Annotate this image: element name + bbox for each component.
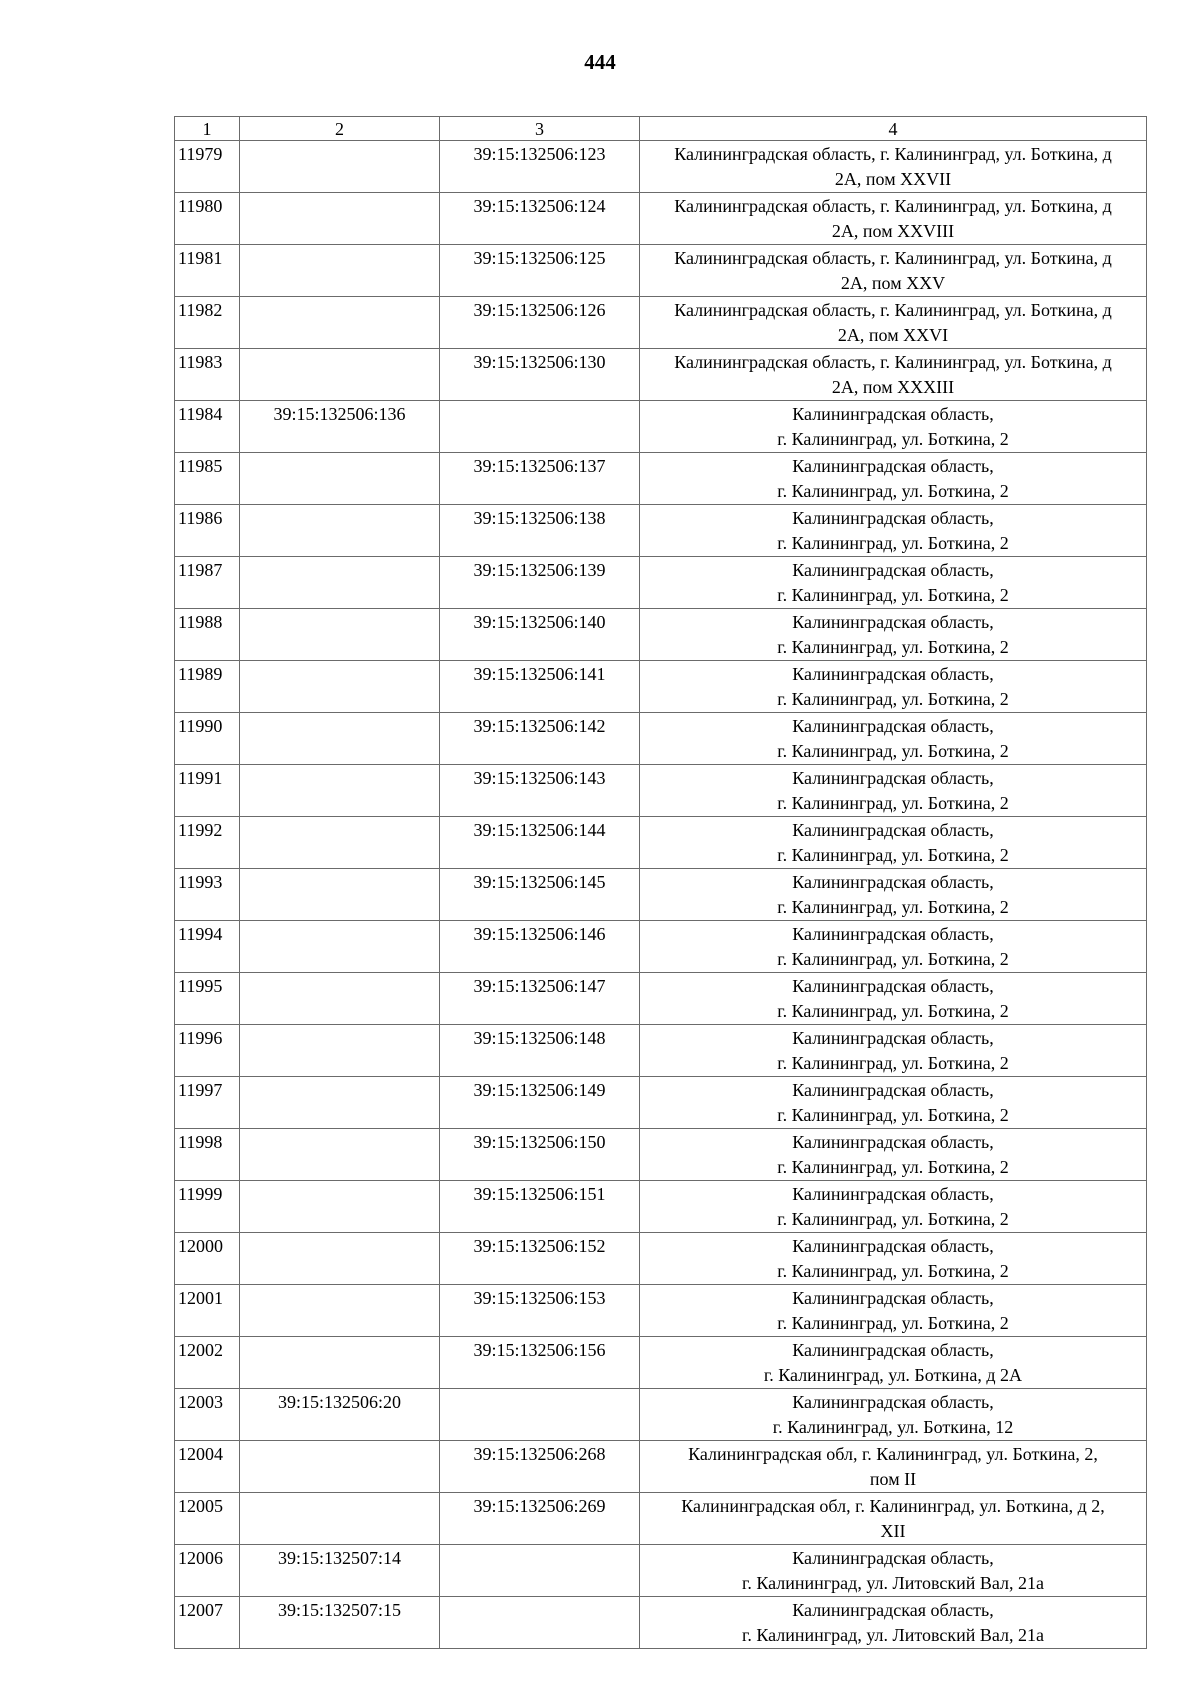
- address-line-1: Калининградская область, г. Калининград, ул. Боткина, д: [674, 196, 1112, 216]
- table-header: [175, 117, 1147, 141]
- parcel-cadastral-number: [240, 817, 440, 869]
- table-row: [175, 609, 1147, 661]
- table-row: [175, 1389, 1147, 1441]
- address-line-2: 2А, пом XXV: [840, 273, 946, 293]
- table-row: [175, 713, 1147, 765]
- table-row: [175, 1337, 1147, 1389]
- parcel-cadastral-number: [240, 557, 440, 609]
- address-line-2: г. Калининград, ул. Боткина, 12: [772, 1417, 1014, 1437]
- address-line-2: г. Калининград, ул. Боткина, 2: [777, 741, 1009, 761]
- header-col-1: 1: [175, 117, 240, 141]
- row-number: 11987: [175, 557, 240, 609]
- address-cell: [640, 609, 1147, 661]
- address-line-2: г. Калининград, ул. Боткина, 2: [777, 1313, 1009, 1333]
- address-line-1: Калининградская область,: [792, 1548, 994, 1568]
- row-number: 11988: [175, 609, 240, 661]
- object-cadastral-number: 39:15:132506:142: [440, 713, 640, 765]
- row-number: 11980: [175, 193, 240, 245]
- object-cadastral-number: [440, 1545, 640, 1597]
- object-cadastral-number: 39:15:132506:126: [440, 297, 640, 349]
- address-line-1: Калининградская область,: [792, 1600, 994, 1620]
- row-number: 11997: [175, 1077, 240, 1129]
- object-cadastral-number: 39:15:132506:130: [440, 349, 640, 401]
- object-cadastral-number: 39:15:132506:125: [440, 245, 640, 297]
- parcel-cadastral-number: 39:15:132507:14: [240, 1545, 440, 1597]
- table-row: [175, 141, 1147, 193]
- address-line-2: пом II: [869, 1469, 917, 1489]
- address-line-1: Калининградская область,: [792, 1080, 994, 1100]
- object-cadastral-number: 39:15:132506:141: [440, 661, 640, 713]
- table-row: [175, 401, 1147, 453]
- table-row: [175, 297, 1147, 349]
- parcel-cadastral-number: [240, 1129, 440, 1181]
- header-col-4: 4: [640, 117, 1147, 141]
- table-row: [175, 973, 1147, 1025]
- parcel-cadastral-number: 39:15:132506:20: [240, 1389, 440, 1441]
- row-number: 11990: [175, 713, 240, 765]
- address-line-1: Калининградская область,: [792, 716, 994, 736]
- object-cadastral-number: 39:15:132506:146: [440, 921, 640, 973]
- parcel-cadastral-number: [240, 713, 440, 765]
- address-line-1: Калининградская область, г. Калининград, ул. Боткина, д: [674, 300, 1112, 320]
- address-cell: [640, 869, 1147, 921]
- address-cell: [640, 505, 1147, 557]
- address-line-1: Калининградская область,: [792, 924, 994, 944]
- object-cadastral-number: 39:15:132506:143: [440, 765, 640, 817]
- address-cell: [640, 1493, 1147, 1545]
- address-line-2: г. Калининград, ул. Боткина, 2: [777, 429, 1009, 449]
- address-line-1: Калининградская область, г. Калининград, ул. Боткина, д: [674, 248, 1112, 268]
- parcel-cadastral-number: [240, 1077, 440, 1129]
- object-cadastral-number: 39:15:132506:152: [440, 1233, 640, 1285]
- address-line-2: г. Калининград, ул. Боткина, 2: [777, 845, 1009, 865]
- header-col-2: 2: [240, 117, 440, 141]
- address-line-1: Калининградская область,: [792, 560, 994, 580]
- table-row: [175, 817, 1147, 869]
- row-number: 11986: [175, 505, 240, 557]
- table-row: [175, 1025, 1147, 1077]
- address-line-1: Калининградская обл, г. Калининград, ул. Боткина, 2,: [688, 1444, 1098, 1464]
- object-cadastral-number: 39:15:132506:153: [440, 1285, 640, 1337]
- row-number: 11982: [175, 297, 240, 349]
- address-line-2: г. Калининград, ул. Боткина, 2: [777, 1105, 1009, 1125]
- object-cadastral-number: 39:15:132506:150: [440, 1129, 640, 1181]
- parcel-cadastral-number: [240, 661, 440, 713]
- address-cell: [640, 973, 1147, 1025]
- parcel-cadastral-number: [240, 609, 440, 661]
- object-cadastral-number: 39:15:132506:149: [440, 1077, 640, 1129]
- address-cell: [640, 1545, 1147, 1597]
- object-cadastral-number: 39:15:132506:269: [440, 1493, 640, 1545]
- object-cadastral-number: 39:15:132506:139: [440, 557, 640, 609]
- address-cell: [640, 141, 1147, 193]
- table-row: [175, 869, 1147, 921]
- parcel-cadastral-number: [240, 921, 440, 973]
- parcel-cadastral-number: [240, 141, 440, 193]
- table-row: [175, 1077, 1147, 1129]
- address-line-2: г. Калининград, ул. Боткина, д 2А: [763, 1365, 1023, 1385]
- address-line-2: г. Калининград, ул. Боткина, 2: [777, 1157, 1009, 1177]
- address-line-2: XII: [880, 1521, 906, 1541]
- table-row: [175, 505, 1147, 557]
- row-number: 11999: [175, 1181, 240, 1233]
- address-line-1: Калининградская область,: [792, 1288, 994, 1308]
- registry-table: [174, 116, 1147, 1649]
- address-line-1: Калининградская область, г. Калининград, ул. Боткина, д: [674, 144, 1112, 164]
- address-line-2: г. Калининград, ул. Боткина, 2: [777, 949, 1009, 969]
- address-line-2: г. Калининград, ул. Боткина, 2: [777, 1001, 1009, 1021]
- row-number: 11979: [175, 141, 240, 193]
- address-cell: [640, 1441, 1147, 1493]
- address-line-2: г. Калининград, ул. Боткина, 2: [777, 481, 1009, 501]
- table-row: [175, 921, 1147, 973]
- row-number: 11983: [175, 349, 240, 401]
- table-row: [175, 1545, 1147, 1597]
- address-line-1: Калининградская область,: [792, 664, 994, 684]
- object-cadastral-number: 39:15:132506:156: [440, 1337, 640, 1389]
- parcel-cadastral-number: [240, 297, 440, 349]
- row-number: 12003: [175, 1389, 240, 1441]
- parcel-cadastral-number: [240, 1441, 440, 1493]
- table-row: [175, 1285, 1147, 1337]
- page-number: 444: [584, 50, 616, 74]
- row-number: 12001: [175, 1285, 240, 1337]
- address-cell: [640, 1597, 1147, 1649]
- address-cell: [640, 1337, 1147, 1389]
- address-line-2: г. Калининград, ул. Боткина, 2: [777, 1261, 1009, 1281]
- address-line-2: 2А, пом XXVI: [837, 325, 949, 345]
- address-line-1: Калининградская область,: [792, 1236, 994, 1256]
- object-cadastral-number: 39:15:132506:124: [440, 193, 640, 245]
- address-cell: [640, 349, 1147, 401]
- address-cell: [640, 1077, 1147, 1129]
- address-line-2: г. Калининград, ул. Боткина, 2: [777, 689, 1009, 709]
- row-number: 12002: [175, 1337, 240, 1389]
- parcel-cadastral-number: [240, 1233, 440, 1285]
- address-line-1: Калининградская область,: [792, 1184, 994, 1204]
- address-line-1: Калининградская область,: [792, 456, 994, 476]
- parcel-cadastral-number: [240, 245, 440, 297]
- parcel-cadastral-number: [240, 1493, 440, 1545]
- address-cell: [640, 1025, 1147, 1077]
- row-number: 11995: [175, 973, 240, 1025]
- table-body: [175, 141, 1147, 1649]
- table-row: [175, 245, 1147, 297]
- address-cell: [640, 661, 1147, 713]
- address-line-2: 2А, пом XXVIII: [831, 221, 955, 241]
- table-row: [175, 1129, 1147, 1181]
- table-row: [175, 1233, 1147, 1285]
- object-cadastral-number: 39:15:132506:145: [440, 869, 640, 921]
- address-line-2: г. Калининград, ул. Боткина, 2: [777, 897, 1009, 917]
- parcel-cadastral-number: [240, 973, 440, 1025]
- address-cell: [640, 1285, 1147, 1337]
- address-line-2: г. Калининград, ул. Боткина, 2: [777, 793, 1009, 813]
- table-row: [175, 1597, 1147, 1649]
- address-cell: [640, 401, 1147, 453]
- table-row: [175, 557, 1147, 609]
- table-row: [175, 193, 1147, 245]
- address-line-1: Калининградская область,: [792, 404, 994, 424]
- row-number: 12004: [175, 1441, 240, 1493]
- row-number: 11989: [175, 661, 240, 713]
- parcel-cadastral-number: [240, 765, 440, 817]
- row-number: 11984: [175, 401, 240, 453]
- address-cell: [640, 921, 1147, 973]
- row-number: 11994: [175, 921, 240, 973]
- address-line-1: Калининградская область,: [792, 1132, 994, 1152]
- parcel-cadastral-number: [240, 193, 440, 245]
- row-number: 11985: [175, 453, 240, 505]
- row-number: 11991: [175, 765, 240, 817]
- address-line-1: Калининградская область,: [792, 872, 994, 892]
- object-cadastral-number: [440, 1597, 640, 1649]
- address-line-2: г. Калининград, ул. Боткина, 2: [777, 585, 1009, 605]
- table-row: [175, 1441, 1147, 1493]
- address-cell: [640, 297, 1147, 349]
- object-cadastral-number: 39:15:132506:148: [440, 1025, 640, 1077]
- parcel-cadastral-number: [240, 869, 440, 921]
- header-row: [175, 117, 1147, 141]
- address-cell: [640, 557, 1147, 609]
- address-line-2: г. Калининград, ул. Боткина, 2: [777, 533, 1009, 553]
- row-number: 12007: [175, 1597, 240, 1649]
- row-number: 11992: [175, 817, 240, 869]
- table-row: [175, 1181, 1147, 1233]
- parcel-cadastral-number: [240, 349, 440, 401]
- header-col-3: 3: [440, 117, 640, 141]
- address-line-1: Калининградская область,: [792, 1028, 994, 1048]
- address-line-1: Калининградская обл, г. Калининград, ул. Боткина, д 2,: [681, 1496, 1105, 1516]
- address-line-1: Калининградская область,: [792, 612, 994, 632]
- parcel-cadastral-number: [240, 1337, 440, 1389]
- parcel-cadastral-number: [240, 1181, 440, 1233]
- address-cell: [640, 1181, 1147, 1233]
- address-cell: [640, 1389, 1147, 1441]
- row-number: 11993: [175, 869, 240, 921]
- object-cadastral-number: 39:15:132506:268: [440, 1441, 640, 1493]
- table-row: [175, 349, 1147, 401]
- address-line-2: г. Калининград, ул. Литовский Вал, 21а: [742, 1573, 1044, 1593]
- parcel-cadastral-number: [240, 1025, 440, 1077]
- address-line-2: г. Калининград, ул. Литовский Вал, 21а: [742, 1625, 1044, 1645]
- object-cadastral-number: [440, 401, 640, 453]
- object-cadastral-number: 39:15:132506:140: [440, 609, 640, 661]
- table-row: [175, 1493, 1147, 1545]
- object-cadastral-number: 39:15:132506:123: [440, 141, 640, 193]
- address-line-1: Калининградская область,: [792, 1392, 994, 1412]
- table-row: [175, 765, 1147, 817]
- address-cell: [640, 453, 1147, 505]
- parcel-cadastral-number: [240, 453, 440, 505]
- parcel-cadastral-number: [240, 1285, 440, 1337]
- address-cell: [640, 817, 1147, 869]
- row-number: 11996: [175, 1025, 240, 1077]
- object-cadastral-number: [440, 1389, 640, 1441]
- table-row: [175, 453, 1147, 505]
- object-cadastral-number: 39:15:132506:137: [440, 453, 640, 505]
- object-cadastral-number: 39:15:132506:151: [440, 1181, 640, 1233]
- address-cell: [640, 1129, 1147, 1181]
- row-number: 12006: [175, 1545, 240, 1597]
- object-cadastral-number: 39:15:132506:144: [440, 817, 640, 869]
- address-line-1: Калининградская область,: [792, 820, 994, 840]
- address-cell: [640, 765, 1147, 817]
- row-number: 12005: [175, 1493, 240, 1545]
- object-cadastral-number: 39:15:132506:147: [440, 973, 640, 1025]
- address-line-2: г. Калининград, ул. Боткина, 2: [777, 637, 1009, 657]
- address-line-2: г. Калининград, ул. Боткина, 2: [777, 1053, 1009, 1073]
- address-line-1: Калининградская область,: [792, 768, 994, 788]
- address-cell: [640, 1233, 1147, 1285]
- address-line-1: Калининградская область,: [792, 976, 994, 996]
- parcel-cadastral-number: [240, 505, 440, 557]
- address-line-1: Калининградская область,: [792, 508, 994, 528]
- address-cell: [640, 193, 1147, 245]
- row-number: 11998: [175, 1129, 240, 1181]
- address-line-2: г. Калининград, ул. Боткина, 2: [777, 1209, 1009, 1229]
- address-cell: [640, 713, 1147, 765]
- address-line-2: 2А, пом XXXIII: [831, 377, 955, 397]
- address-line-1: Калининградская область, г. Калининград, ул. Боткина, д: [674, 352, 1112, 372]
- row-number: 11981: [175, 245, 240, 297]
- address-line-2: 2А, пом XXVII: [834, 169, 952, 189]
- parcel-cadastral-number: 39:15:132507:15: [240, 1597, 440, 1649]
- parcel-cadastral-number: 39:15:132506:136: [240, 401, 440, 453]
- address-line-1: Калининградская область,: [792, 1340, 994, 1360]
- object-cadastral-number: 39:15:132506:138: [440, 505, 640, 557]
- table-row: [175, 661, 1147, 713]
- address-cell: [640, 245, 1147, 297]
- row-number: 12000: [175, 1233, 240, 1285]
